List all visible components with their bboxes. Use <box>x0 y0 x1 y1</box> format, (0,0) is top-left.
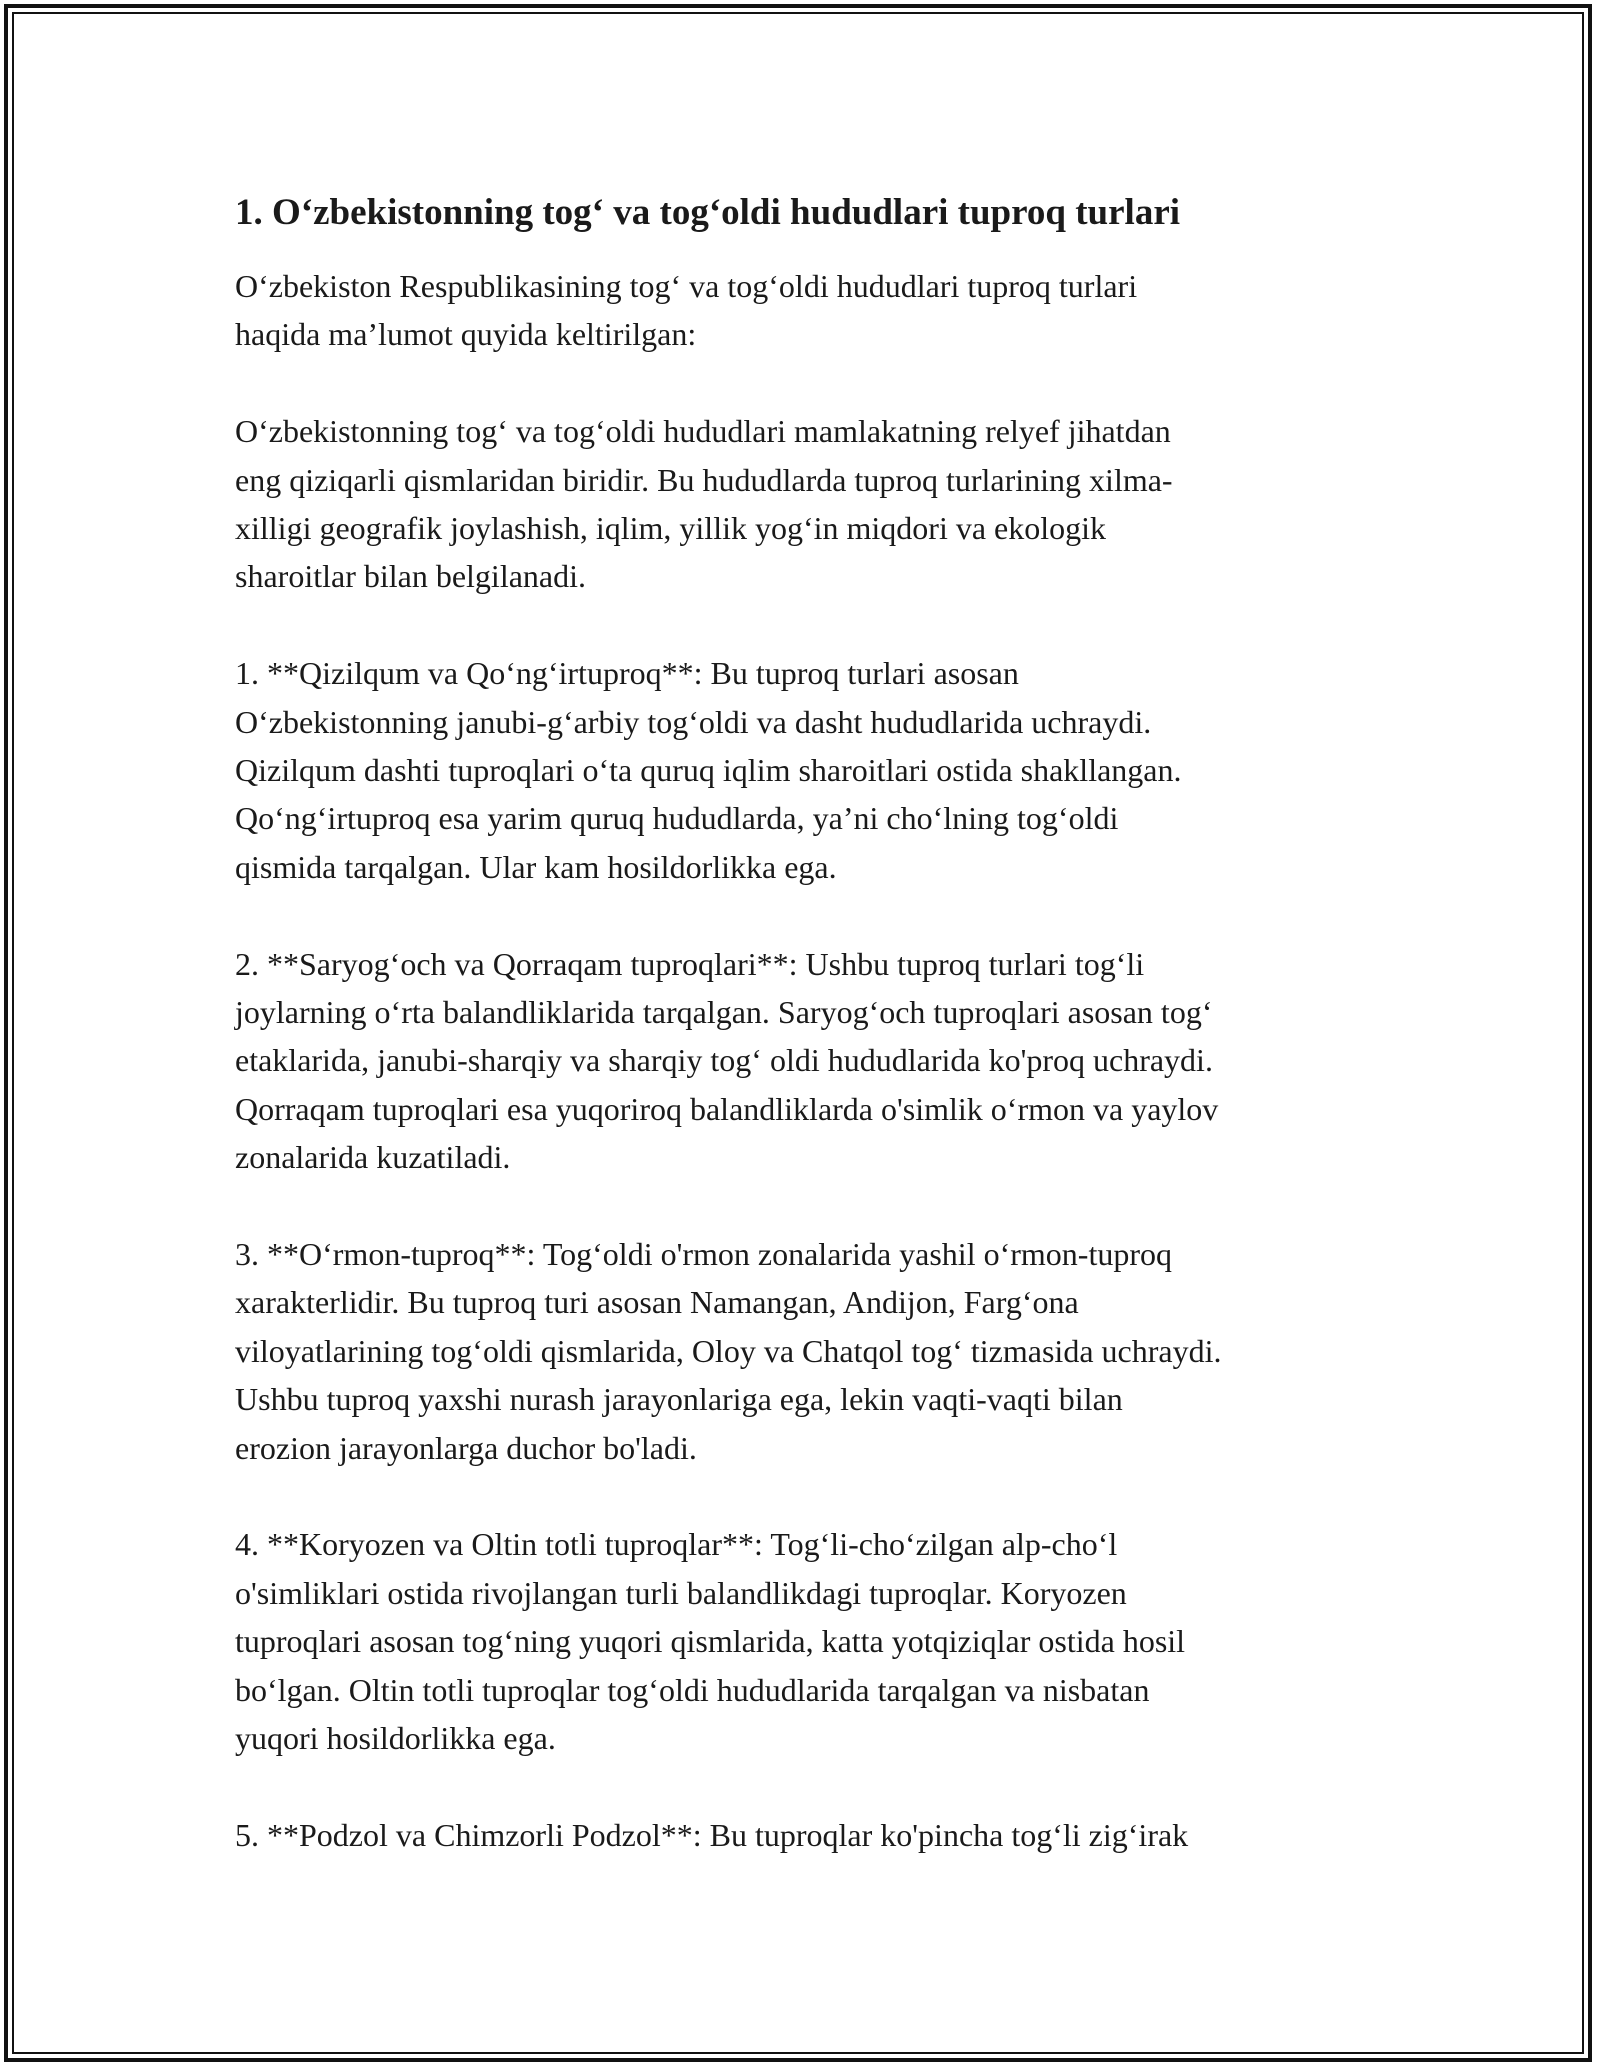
text-line: O‘zbekistonning janubi-g‘arbiy tog‘oldi va dasht hududlarida uchraydi. <box>235 703 1152 740</box>
text-line: joylarning o‘rta balandliklarida tarqalgan. Saryog‘och tuproqlari asosan tog‘ <box>235 994 1213 1031</box>
text-line: bo‘lgan. Oltin totli tuproqlar tog‘oldi hududlarida tarqalgan va nisbatan <box>235 1671 1150 1708</box>
text-line: 4. **Koryozen va Oltin totli tuproqlar**: Tog‘li-cho‘zilgan alp-cho‘l <box>235 1526 1118 1563</box>
document-title: 1. O‘zbekistonning tog‘ va tog‘oldi hududlari tuproq turlari <box>235 192 1181 233</box>
paragraph-overview <box>235 407 1375 601</box>
text-line: Qizilqum dashti tuproqlari o‘ta quruq iqlim sharoitlari ostida shakllangan. <box>235 752 1182 789</box>
document-body <box>235 186 1375 1908</box>
text-line: yuqori hosildorlikka ega. <box>235 1720 556 1757</box>
paragraph-item-3 <box>235 1230 1375 1472</box>
text-line: Qorraqam tuproqlari esa yuqoriroq balandliklarda o'simlik o‘rmon va yaylov <box>235 1090 1219 1127</box>
text-line: Ushbu tuproq yaxshi nurash jarayonlariga ega, lekin vaqti-vaqti bilan <box>235 1381 1123 1418</box>
text-line: qismida tarqalgan. Ular kam hosildorlikka ega. <box>235 848 837 885</box>
text-line: O‘zbekistonning tog‘ va tog‘oldi hududlari mamlakatning relyef jihatdan <box>235 413 1171 450</box>
text-line: xilligi geografik joylashish, iqlim, yillik yog‘in miqdori va ekologik <box>235 510 1107 547</box>
text-line: 1. **Qizilqum va Qo‘ng‘irtuproq**: Bu tuproq turlari asosan <box>235 655 1019 692</box>
text-line: 3. **O‘rmon-tuproq**: Tog‘oldi o'rmon zonalarida yashil o‘rmon-tuproq <box>235 1236 1172 1273</box>
text-line: erozion jarayonlarga duchor bo'ladi. <box>235 1429 697 1466</box>
text-line: tuproqlari asosan tog‘ning yuqori qismlarida, katta yotqiziqlar ostida hosil <box>235 1623 1186 1660</box>
text-line: O‘zbekiston Respublikasining tog‘ va tog‘oldi hududlari tuproq turlari <box>235 268 1138 304</box>
paragraph-item-5 <box>235 1811 1375 1859</box>
text-line: zonalarida kuzatiladi. <box>235 1139 511 1176</box>
paragraph-item-4 <box>235 1520 1375 1762</box>
text-line: haqida ma’lumot quyida keltirilgan: <box>235 316 697 353</box>
text-line: etaklarida, janubi-sharqiy va sharqiy tog‘ oldi hududlarida ko'proq uchraydi. <box>235 1042 1213 1079</box>
text-line: Qo‘ng‘irtuproq esa yarim quruq hududlarda, ya’ni cho‘lning tog‘oldi <box>235 800 1119 837</box>
text-line: o'simliklari ostida rivojlangan turli balandlikdagi tuproqlar. Koryozen <box>235 1574 1127 1611</box>
text-line: 5. **Podzol va Chimzorli Podzol**: Bu tuproqlar ko'pincha tog‘li zig‘irak <box>235 1816 1189 1853</box>
text-line: eng qiziqarli qismlaridan biridir. Bu hududlarda tuproq turlarining xilma- <box>235 461 1173 498</box>
text-line: viloyatlarining tog‘oldi qismlarida, Oloy va Chatqol tog‘ tizmasida uchraydi. <box>235 1332 1222 1369</box>
paragraph-item-2 <box>235 940 1375 1182</box>
text-line: sharoitlar bilan belgilanadi. <box>235 558 586 595</box>
text-line: xarakterlidir. Bu tuproq turi asosan Namangan, Andijon, Farg‘ona <box>235 1284 1079 1321</box>
text-line: 2. **Saryog‘och va Qorraqam tuproqlari**: Ushbu tuproq turlari tog‘li <box>235 945 1145 982</box>
paragraph-intro <box>235 262 1375 359</box>
paragraph-item-1 <box>235 649 1375 891</box>
